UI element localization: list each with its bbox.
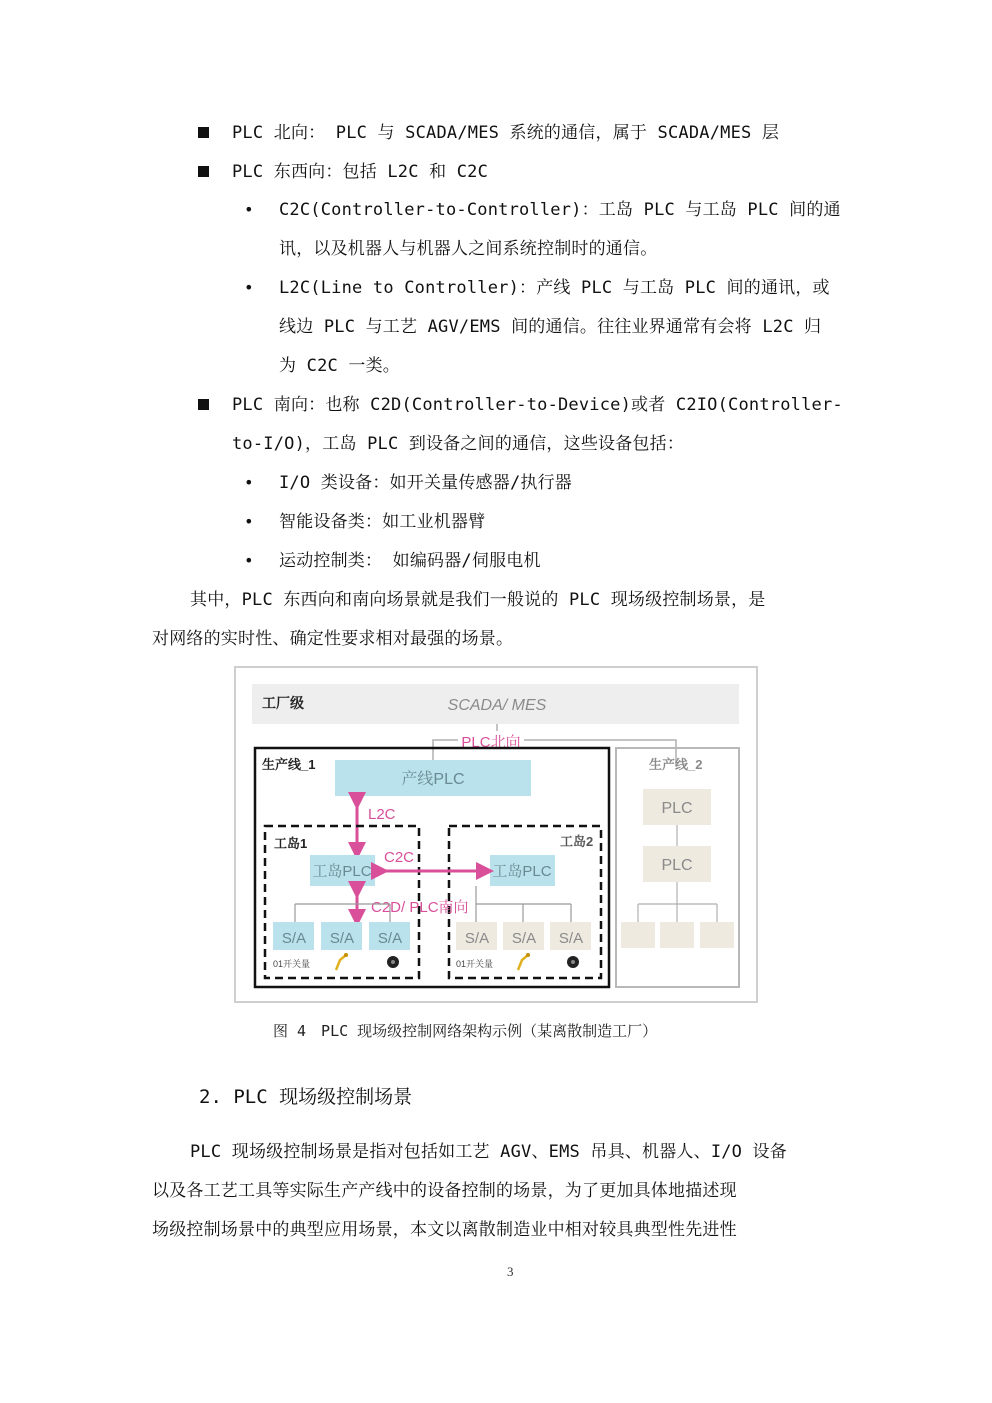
text-line: 线边 PLC 与工艺 AGV/EMS 间的通信。往往业界通常有会将 L2C 归	[279, 317, 822, 337]
scada-mes-label: SCADA/ MES	[447, 697, 547, 714]
text-line: PLC 南向：也称 C2D(Controller-to-Device)或者 C2IO(Controller-	[232, 395, 843, 415]
text-line: L2C(Line to Controller)：产线 PLC 与工岛 PLC 间的通讯，或	[279, 278, 830, 298]
plc-north-label: PLC北向	[461, 734, 521, 751]
c2c-label: C2C	[384, 849, 415, 866]
device-box	[700, 922, 734, 948]
text-line: C2C(Controller-to-Controller)：工岛 PLC 与工岛 PLC 间的通	[279, 200, 841, 220]
bullet-dot: •	[244, 200, 254, 219]
plc-label: PLC	[661, 857, 693, 874]
sa-label: S/A	[329, 930, 355, 947]
text-line: I/O 类设备：如开关量传感器/执行器	[279, 473, 572, 493]
sa-label: S/A	[558, 930, 584, 947]
section-title: 2. PLC 现场级控制场景	[199, 1086, 413, 1108]
text-line: 运动控制类： 如编码器/伺服电机	[279, 551, 541, 571]
line-plc-label: 产线PLC	[401, 771, 465, 788]
device-box	[621, 922, 655, 948]
island2-label: 工岛2	[560, 834, 594, 849]
text-line: 对网络的实时性、确定性要求相对最强的场景。	[152, 629, 514, 649]
island1-label: 工岛1	[274, 836, 308, 851]
bullet-dot: •	[244, 512, 254, 531]
servo-motor-icon	[387, 956, 399, 968]
text-line: PLC 北向： PLC 与 SCADA/MES 系统的通信，属于 SCADA/MES 层	[232, 123, 780, 143]
text-line: to-I/O)，工岛 PLC 到设备之间的通信，这些设备包括：	[232, 434, 685, 454]
text-line: 为 C2C 一类。	[279, 356, 400, 376]
island-plc-1-label: 工岛PLC	[312, 863, 372, 880]
sa-label: S/A	[464, 930, 490, 947]
bullet-dot: •	[244, 473, 254, 492]
text-line: 场级控制场景中的典型应用场景，本文以离散制造业中相对较具典型性先进性	[152, 1220, 737, 1240]
switch-label: 01开关量	[273, 959, 311, 969]
text-line: 讯，以及机器人与机器人之间系统控制时的通信。	[279, 239, 658, 259]
text-line: PLC 现场级控制场景是指对包括如工艺 AGV、EMS 吊具、机器人、I/O 设备	[190, 1142, 787, 1162]
figure-caption: 图 4 PLC 现场级控制网络架构示例（某离散制造工厂）	[273, 1022, 658, 1040]
line2-label: 生产线_2	[649, 757, 703, 772]
line1-label: 生产线_1	[262, 757, 316, 772]
sa-label: S/A	[377, 930, 403, 947]
text-line: 智能设备类：如工业机器臂	[279, 512, 486, 532]
switch-label: 01开关量	[456, 959, 494, 969]
c2d-label: C2D/ PLC南向	[371, 899, 469, 916]
bullet-dot: •	[244, 278, 254, 297]
servo-motor-icon	[567, 956, 579, 968]
device-box	[660, 922, 694, 948]
l2c-label: L2C	[368, 806, 396, 823]
page-number: 3	[507, 1264, 514, 1279]
text-line: 以及各工艺工具等实际生产产线中的设备控制的场景，为了更加具体地描述现	[152, 1181, 737, 1201]
sa-label: S/A	[281, 930, 307, 947]
factory-level-label: 工厂级	[262, 695, 304, 711]
island-plc-2-label: 工岛PLC	[492, 863, 552, 880]
bullet-dot: •	[244, 551, 254, 570]
sa-label: S/A	[511, 930, 537, 947]
text-line: 其中，PLC 东西向和南向场景就是我们一般说的 PLC 现场级控制场景，是	[190, 590, 766, 610]
text-line: PLC 东西向：包括 L2C 和 C2C	[232, 162, 489, 182]
plc-label: PLC	[661, 800, 693, 817]
